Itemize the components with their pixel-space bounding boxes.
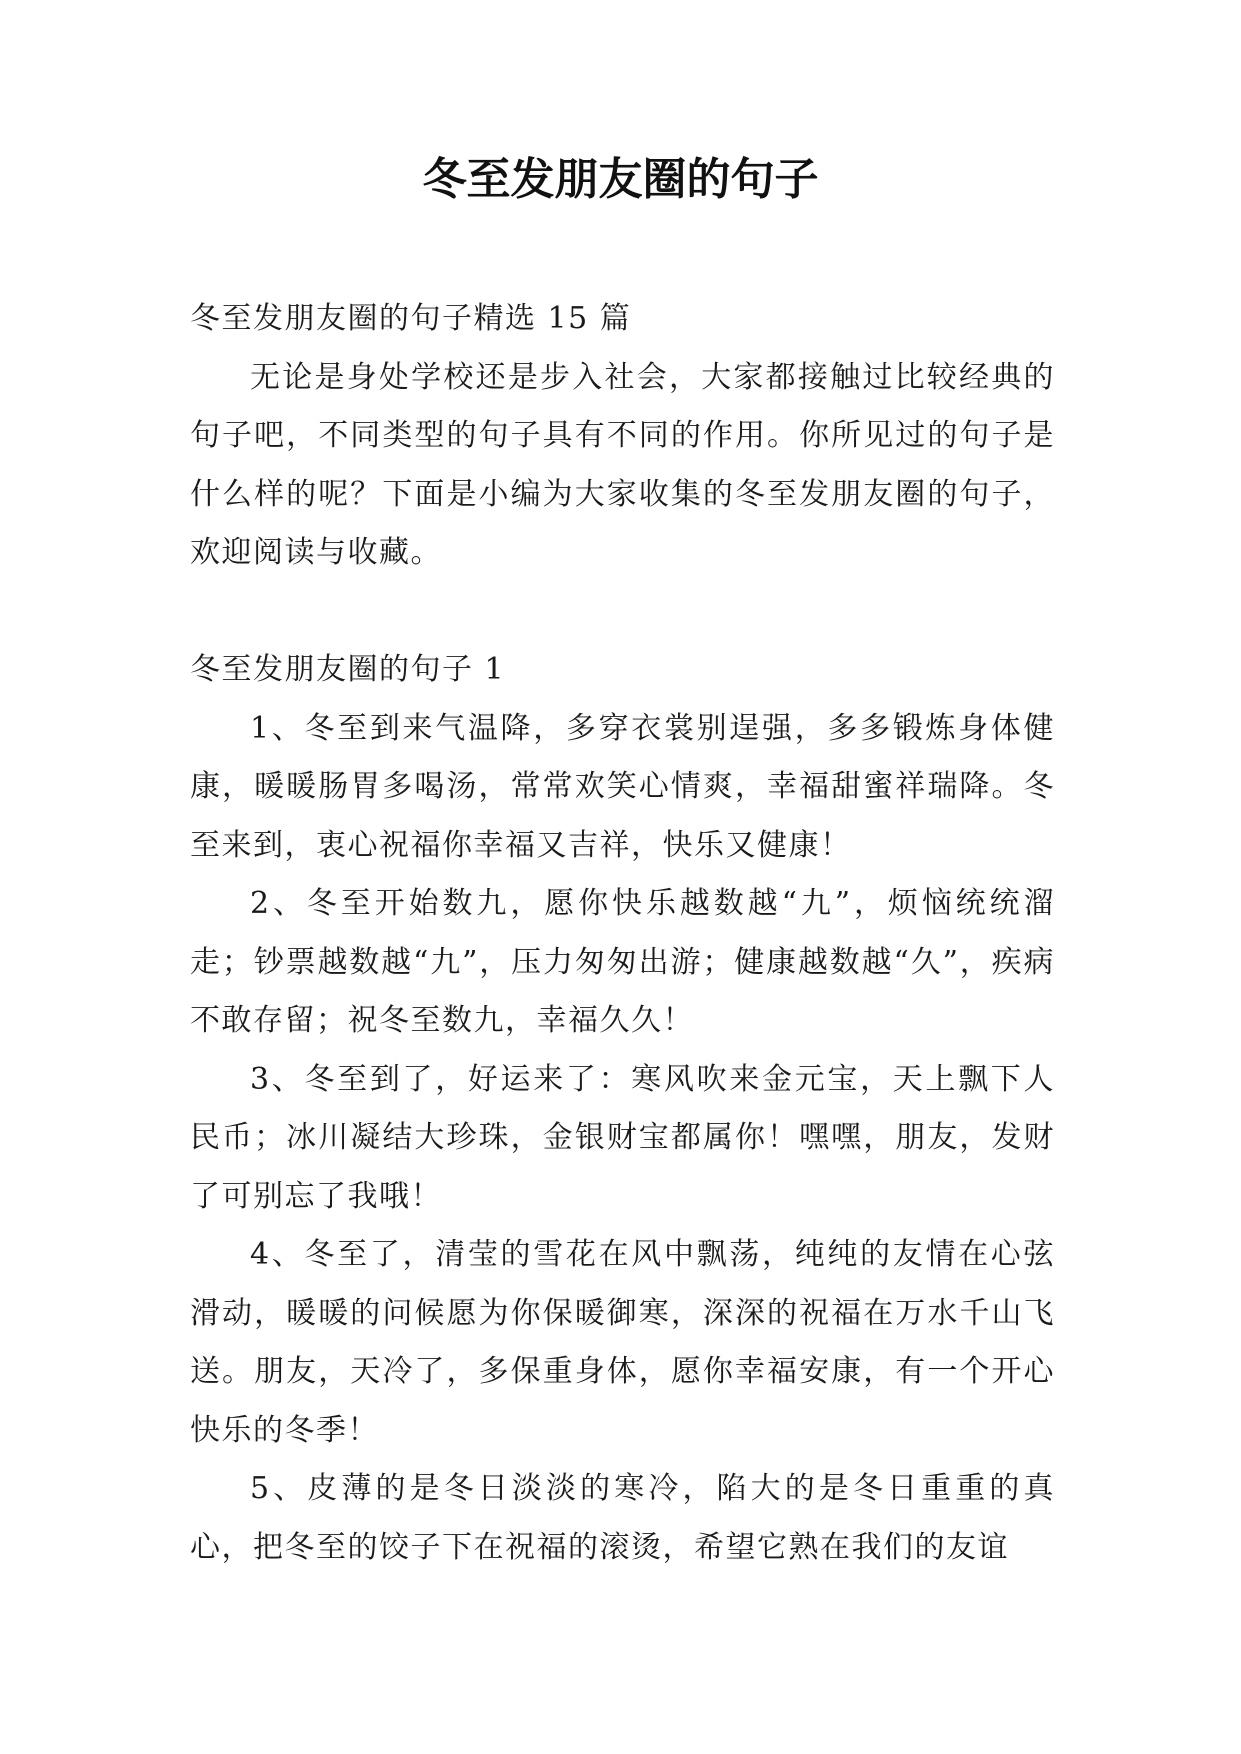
list-item: 1、冬至到来气温降，多穿衣裳别逞强，多多锻炼身体健康，暖暖肠胃多喝汤，常常欢笑心情爽，幸福甜蜜祥瑞降。冬至来到，衷心祝福你幸福又吉祥，快乐又健康！ [190,710,1055,863]
document-subtitle: 冬至发朋友圈的句子精选 15 篇 [190,301,632,336]
list-item: 3、冬至到了，好运来了：寒风吹来金元宝，天上飘下人民币；冰川凝结大珍珠，金银财宝都属你！嘿嘿，朋友，发财了可别忘了我哦！ [190,1061,1055,1214]
document-body [190,290,1055,1577]
section-heading: 冬至发朋友圈的句子 1 [190,652,506,687]
paragraph-spacer [190,583,1055,642]
document-title: 冬至发朋友圈的句子 [422,154,819,205]
list-item: 4、冬至了，清莹的雪花在风中飘荡，纯纯的友情在心弦滑动，暖暖的问候愿为你保暖御寒，深深的祝福在万水千山飞送。朋友，天冷了，多保重身体，愿你幸福安康，有一个开心快乐的冬季！ [190,1237,1055,1448]
intro-paragraph: 无论是身处学校还是步入社会，大家都接触过比较经典的句子吧，不同类型的句子具有不同的作用。你所见过的句子是什么样的呢？下面是小编为大家收集的冬至发朋友圈的句子，欢迎阅读与收藏。 [190,359,1055,570]
list-item: 5、皮薄的是冬日淡淡的寒冷，陷大的是冬日重重的真心，把冬至的饺子下在祝福的滚烫，希望它熟在我们的友谊 [190,1471,1055,1565]
list-item: 2、冬至开始数九，愿你快乐越数越“九”，烦恼统统溜走；钞票越数越“九”，压力匆匆出游；健康越数越“久”，疾病不敢存留；祝冬至数九，幸福久久！ [190,886,1055,1038]
